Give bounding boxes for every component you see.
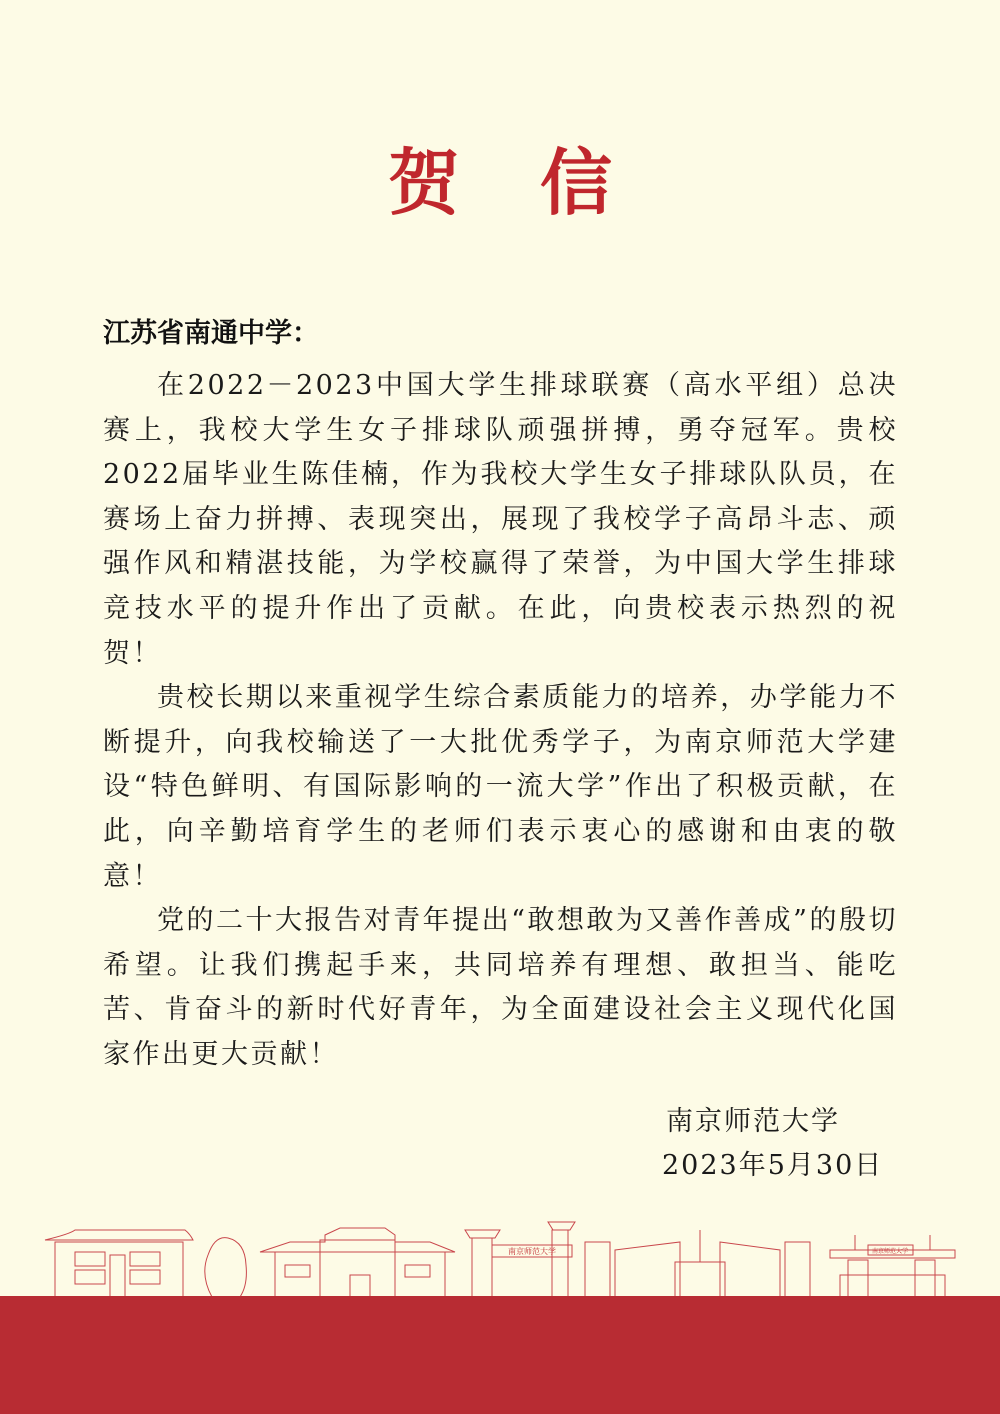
campus-skyline-illustration — [0, 1220, 1000, 1300]
letter-title: 贺信 — [387, 140, 692, 225]
signature-date: 2023年5月30日 — [662, 1150, 884, 1181]
signature-block — [662, 1100, 883, 1188]
gate-arch-icon — [830, 1235, 955, 1297]
gate-label: 南京师范大学 — [508, 1247, 556, 1256]
building-hall-icon — [45, 1230, 193, 1297]
paragraph-3: 党的二十大报告对青年提出“敢想敢为又善作善成”的殷切希望。让我们携起手来，共同培养有理想、敢担当、能吃苦、肯奋斗的新时代好青年，为全面建设社会主义现代化国家作出更大贡献！ — [103, 905, 898, 1070]
paragraph-1: 在2022－2023中国大学生排球联赛（高水平组）总决赛上，我校大学生女子排球队顽强拼搏，勇夺冠军。贵校2022届毕业生陈佳楠，作为我校大学生女子排球队队员，在赛场上奋力拼搏、表现突出，展现了我校学子高昂斗志、顽强作风和精湛技能，为学校赢得了荣誉，为中国大学生排球竞技水平的提升作出了贡献。在此，向贵校表示热烈的祝贺！ — [103, 370, 898, 669]
footer-band — [0, 1296, 1000, 1414]
letter-body — [103, 364, 898, 1078]
salutation: 江苏省南通中学： — [103, 318, 319, 349]
building-main-icon — [260, 1228, 455, 1297]
gate-pillar-icon — [465, 1222, 575, 1297]
building-modern-icon — [585, 1230, 810, 1297]
rock-icon — [205, 1238, 247, 1297]
paragraph-2: 贵校长期以来重视学生综合素质能力的培养，办学能力不断提升，向我校输送了一大批优秀学子，为南京师范大学建设“特色鲜明、有国际影响的一流大学”作出了积极贡献，在此，向辛勤培育学生的老师们表示衷心的感谢和由衷的敬意！ — [103, 682, 898, 892]
arch-label: 南京师范大学 — [871, 1248, 909, 1255]
signature-organization: 南京师范大学 — [666, 1106, 840, 1137]
